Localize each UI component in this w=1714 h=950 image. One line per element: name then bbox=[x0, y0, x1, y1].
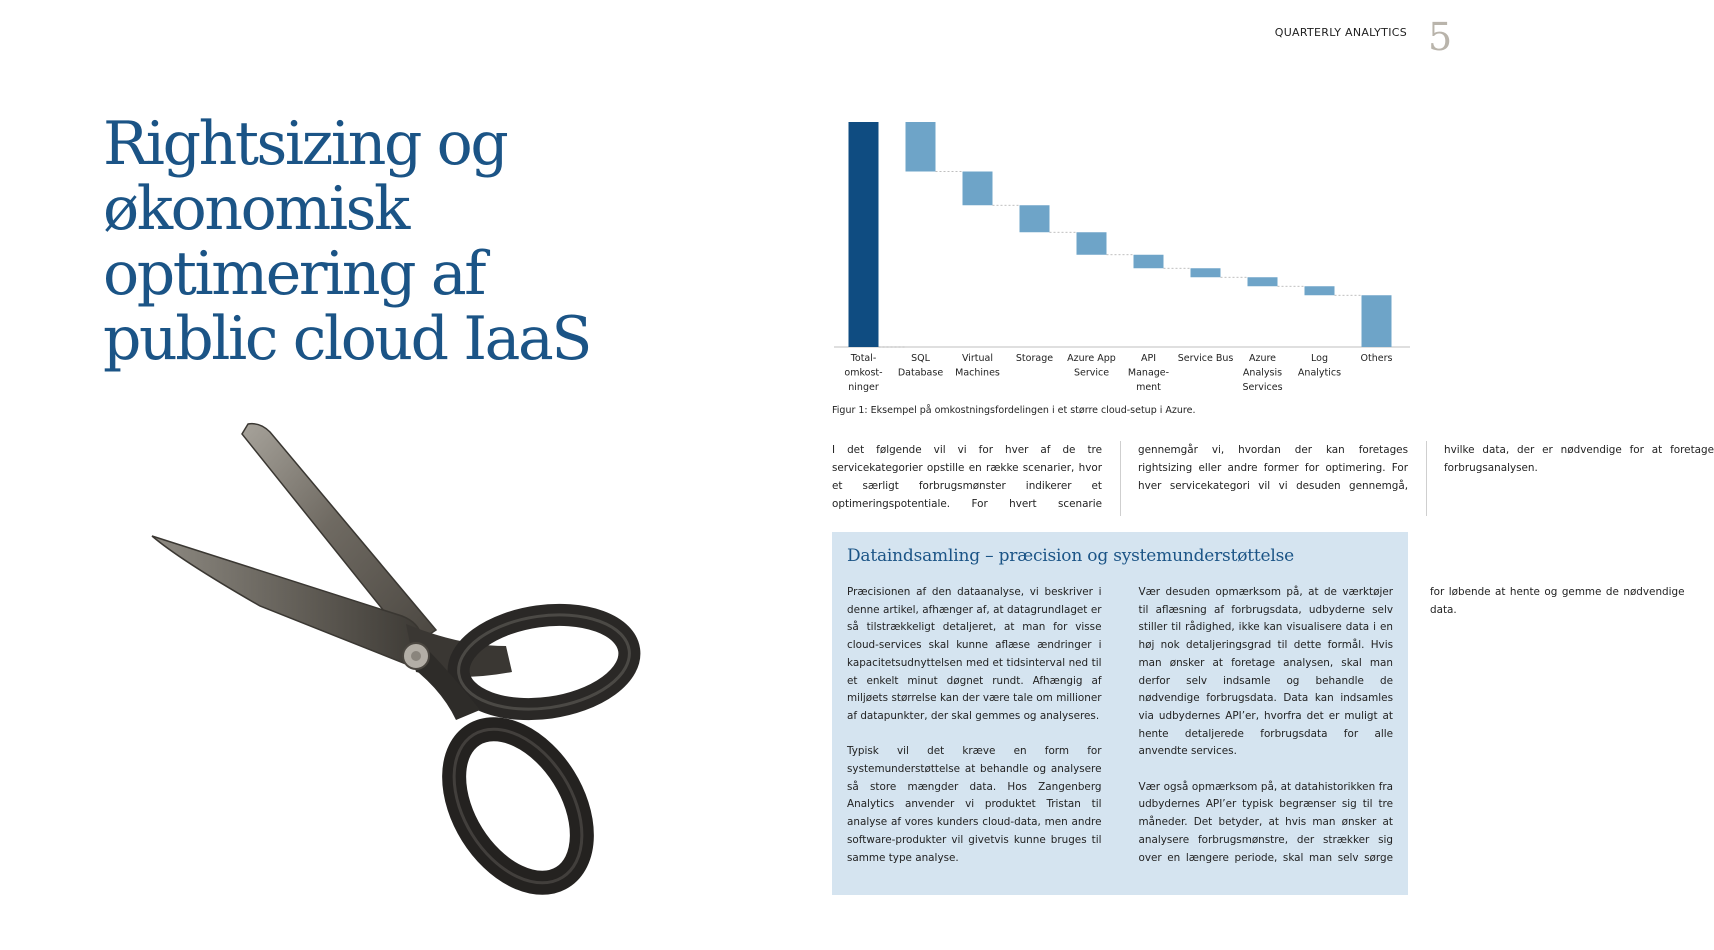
info-box bbox=[832, 532, 1685, 895]
article-headline: Rightsizing og økonomisk optimering af public cloud IaaS bbox=[103, 109, 591, 374]
info-box-paragraph: Præcisionen af den dataanalyse, vi beskriver i denne artikel, afhænger af, at datagrundlaget er så tilstrækkeligt detaljeret, at man for visse cloud-services skal kunne aflæse ændringer i kapacitetsudnyttelsen med et tidsinterval ned til et enkelt minut døgnet rundt. Afhængig af miljøets størrelse kan der være tale om millioner af datapunkter, der skal gemmes og analyseres. bbox=[847, 586, 1102, 722]
chart-bar bbox=[1362, 295, 1392, 347]
chart-category-label: SQL Database bbox=[897, 353, 944, 379]
info-box-title: Dataindsamling – præcision og systemunderstøttelse bbox=[847, 546, 1294, 566]
info-box-paragraph: Vær desuden opmærksom på, at de værktøjer til aflæsning af forbrugsdata, udbyderne selv stiller til rådighed, ikke kan visualisere data i en høj nok detaljeringsgrad til dette formål. Hvis man ønsker at foretage analysen, skal man derfor selv indsamle og behandle de nødvendige forbrugsdata. Data kan indsamles via udbydernes API’er, hvorfra det er muligt at hente detaljerede forbrugsdata for alle anvendte services. bbox=[1138, 586, 1393, 758]
scissors-image bbox=[140, 410, 700, 900]
chart-bar bbox=[1191, 268, 1221, 277]
chart-category-label: Total-omkost-ninger bbox=[844, 353, 883, 393]
chart-bar bbox=[1305, 286, 1335, 295]
chart-bar bbox=[1134, 255, 1164, 269]
chart-bar bbox=[1248, 277, 1278, 286]
chart-category-label: Storage bbox=[1015, 353, 1054, 364]
info-box-paragraph: Typisk vil det kræve en form for systemunderstøttelse at behandle og analysere så store mængder data. Hos Zangenberg Analytics anvender vi produktet Tristan til analyse af vores kunders cloud-data, men andre software-produkter vil givetvis kunne bruges til samme type analyse. bbox=[847, 745, 1102, 864]
chart-category-label: Service Bus bbox=[1177, 353, 1234, 364]
section-header: QUARTERLY ANALYTICS bbox=[1274, 26, 1407, 39]
figure-caption: Figur 1: Eksempel på omkostningsfordelingen i et større cloud-setup i Azure. bbox=[832, 405, 1196, 416]
chart-bar bbox=[906, 122, 936, 172]
chart-category-label: Virtual Machines bbox=[955, 353, 1000, 379]
chart-bar bbox=[1020, 205, 1050, 232]
info-box-body bbox=[847, 584, 1685, 874]
chart-category-label: Log Analytics bbox=[1297, 353, 1342, 379]
info-box-paragraph: Vær også opmærksom på, at datahistorikken fra udbydernes API’er typisk begrænser sig til tre måneder. Det betyder, at hvis man ønsker at analysere forbrugsmønstre, der strækker sig over en længere periode, skal man selv sørge for løbende at hente og gemme de nødvendige data. bbox=[1138, 586, 1685, 864]
chart-bar bbox=[963, 172, 993, 206]
intro-paragraph: I det følgende vil vi for hver af de tre servicekategorier opstille en række scenarier, hvor et særligt forbrugsmønster indikerer et optimeringspotentiale. For hvert scenarie gennemgår vi, hvordan der kan foretages rightsizing eller andre former for optimering. For hver servicekategori vil vi desuden gennemgå, hvilke data, der er nødvendige for at foretage forbrugsanalysen. bbox=[832, 444, 1714, 510]
chart-bar bbox=[1077, 232, 1107, 255]
chart-category-label: Azure Analysis Services bbox=[1242, 353, 1283, 393]
page-number: 5 bbox=[1428, 15, 1453, 59]
chart-total-bar bbox=[849, 122, 879, 347]
waterfall-chart bbox=[826, 110, 1410, 400]
chart-category-label: Azure App Service bbox=[1067, 353, 1116, 379]
chart-category-label: API Manage-ment bbox=[1127, 353, 1170, 393]
intro-text bbox=[832, 441, 1714, 516]
chart-category-label: Others bbox=[1360, 353, 1393, 364]
